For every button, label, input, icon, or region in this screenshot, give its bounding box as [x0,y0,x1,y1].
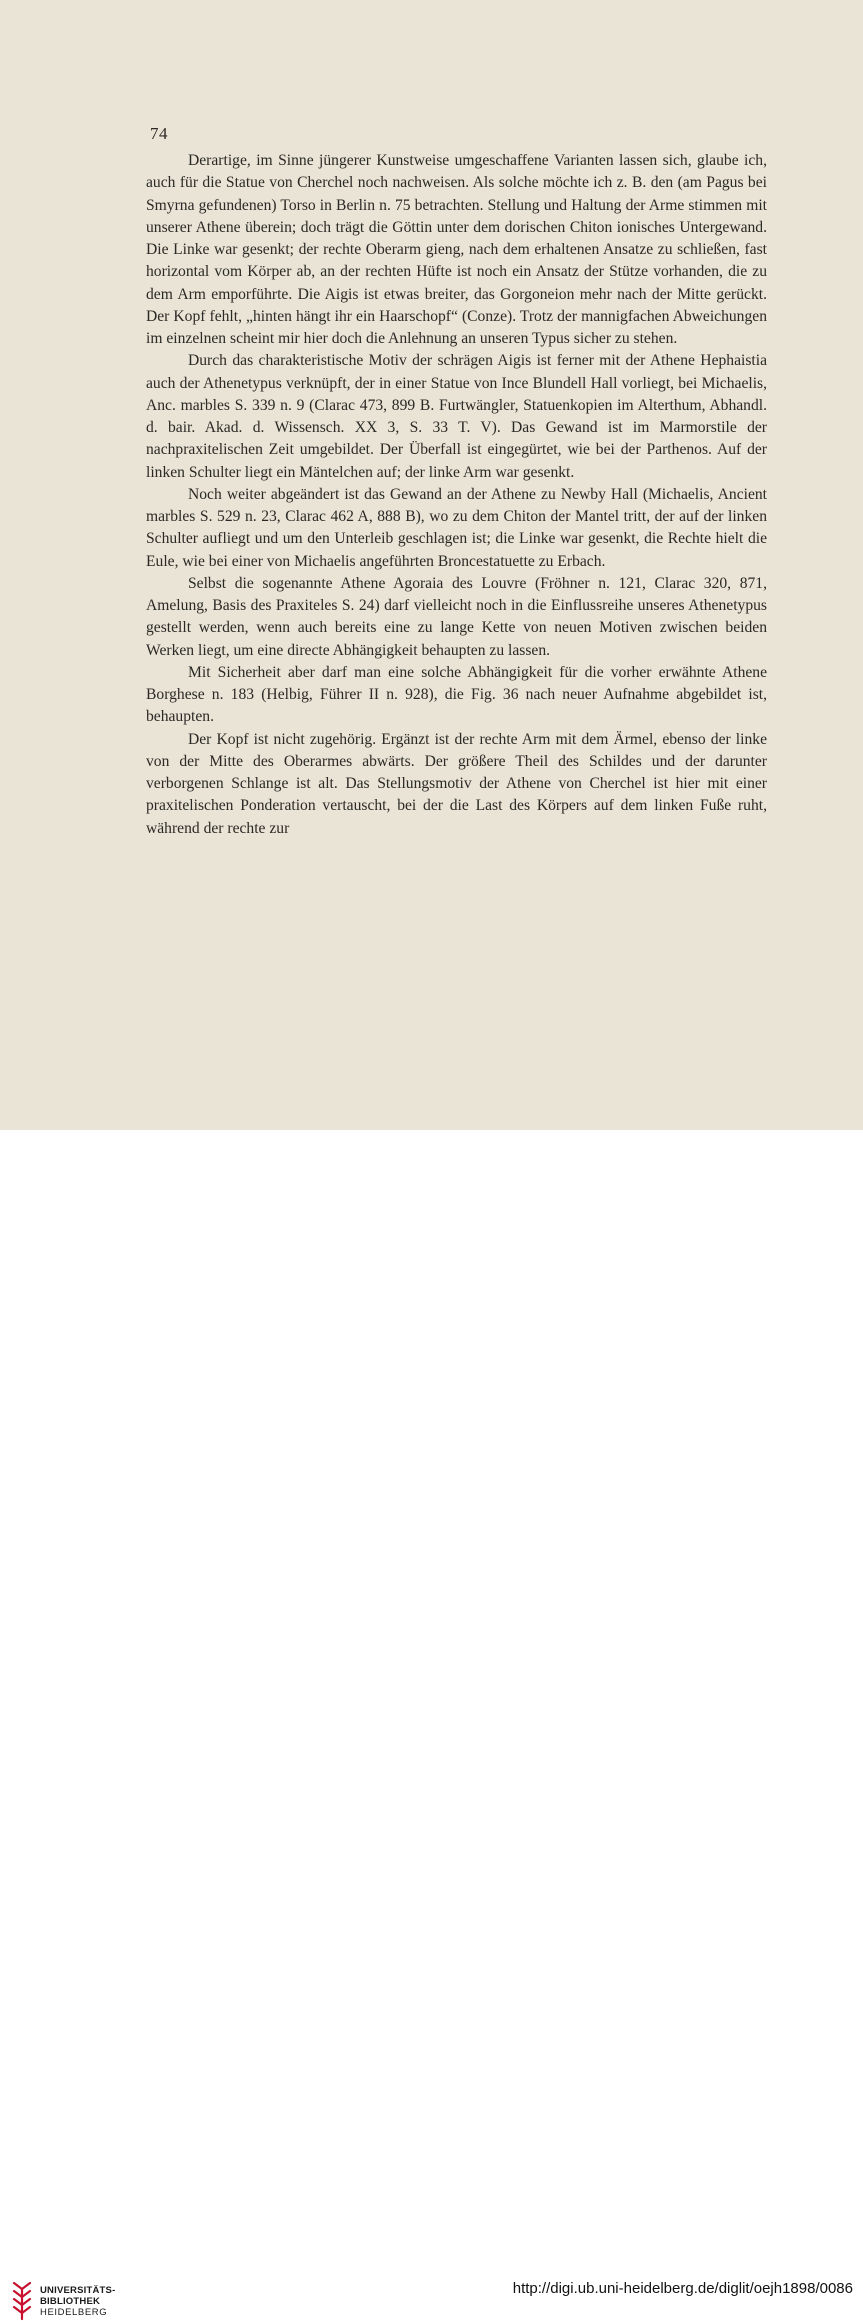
source-url-link[interactable]: http://digi.ub.uni-heidelberg.de/diglit/oejh1898/0086 [512,2280,853,2297]
paragraph-4: Selbst die sogenannte Athene Agoraia des Louvre (Fröhner n. 121, Clarac 320, 871, Amelung, Basis des Praxiteles S. 24) darf vielleicht noch in die Einflussreihe unseres Athenetypus gestellt werden, wenn auch bereits eine zu lange Kette von neuen Motiven zwischen beiden Werken liegt, um eine directe Abhängigkeit behaupten zu lassen. [146,574,767,659]
body-text [146,150,767,840]
paragraph-3: Noch weiter abgeändert ist das Gewand an der Athene zu Newby Hall (Michaelis, Ancient marbles S. 529 n. 23, Clarac 462 A, 888 B), wo zu dem Chiton der Mantel tritt, der auf der linken Schulter aufliegt und um den Unterleib geschlagen ist; die Linke war gesenkt, die Rechte hielt die Eule, wie bei einer von Michaelis angeführten Broncestatuette zu Erbach. [146,485,767,570]
library-name-line2: BIBLIOTHEK [40,2296,101,2307]
paragraph-5: Mit Sicherheit aber darf man eine solche Abhängigkeit für die vorher erwähnte Athene Borghese n. 183 (Helbig, Führer II n. 928), die Fig. 36 nach neuer Aufnahme abgebildet ist, behaupten. [146,663,767,726]
footer-bar [0,1130,863,2318]
library-logo-icon [10,2279,34,2321]
page-number: 74 [150,124,168,143]
paragraph-2: Durch das charakteristische Motiv der schrägen Aigis ist ferner mit der Athene Hephaistia auch der Athenetypus verknüpft, der in einer Statue von Ince Blundell Hall vorliegt, bei Michaelis, Anc. marbles S. 339 n. 9 (Clarac 473, 899 B. Furtwängler, Statuenkopien im Alterthum, Abhandl. d. bair. Akad. d. Wissensch. XX 3, S. 33 T. V). Das Gewand ist im Marmorstile der nachpraxitelischen Zeit umgebildet. Der Überfall ist eingegürtet, wie bei der Parthenos. Auf der linken Schulter liegt ein Mäntelchen auf; der linke Arm war gesenkt. [146,352,767,481]
library-name-line1: UNIVERSITÄTS- [40,2285,116,2296]
library-name-line3: HEIDELBERG [40,2307,108,2318]
paragraph-6: Der Kopf ist nicht zugehörig. Ergänzt ist der rechte Arm mit dem Ärmel, ebenso der linke von der Mitte des Oberarmes abwärts. Der größere Theil des Schildes und der darunter verborgenen Schlange ist alt. Das Stellungsmotiv der Athene von Cherchel ist hier mit einer praxitelischen Ponderation vertauscht, bei der die Last des Körpers auf dem linken Fuße ruht, während der rechte zur [146,730,767,837]
paragraph-1: Derartige, im Sinne jüngerer Kunstweise umgeschaffene Varianten lassen sich, glaube ich, auch für die Statue von Cherchel noch nachweisen. Als solche möchte ich z. B. den (am Pagus bei Smyrna gefundenen) Torso in Berlin n. 75 betrachten. Stellung und Haltung der Arme stimmen mit unserer Athene überein; doch trägt die Göttin unter dem dorischen Chiton ionisches Untergewand. Die Linke war gesenkt; der rechte Oberarm gieng, nach dem erhaltenen Ansatze zu schließen, fast horizontal vom Körper ab, an der rechten Hüfte ist noch ein Ansatz der Stütze vorhanden, die zu dem Arm emporführte. Die Aigis ist etwas breiter, das Gorgoneion mehr nach der Mitte gerückt. Der Kopf fehlt, „hinten hängt ihr ein Haarschopf“ (Conze). Trotz der mannigfachen Abweichungen im einzelnen scheint mir hier doch die Anlehnung an unseren Typus sicher zu stehen. [146,152,767,347]
document-page [0,0,863,1130]
library-name [40,2285,115,2318]
